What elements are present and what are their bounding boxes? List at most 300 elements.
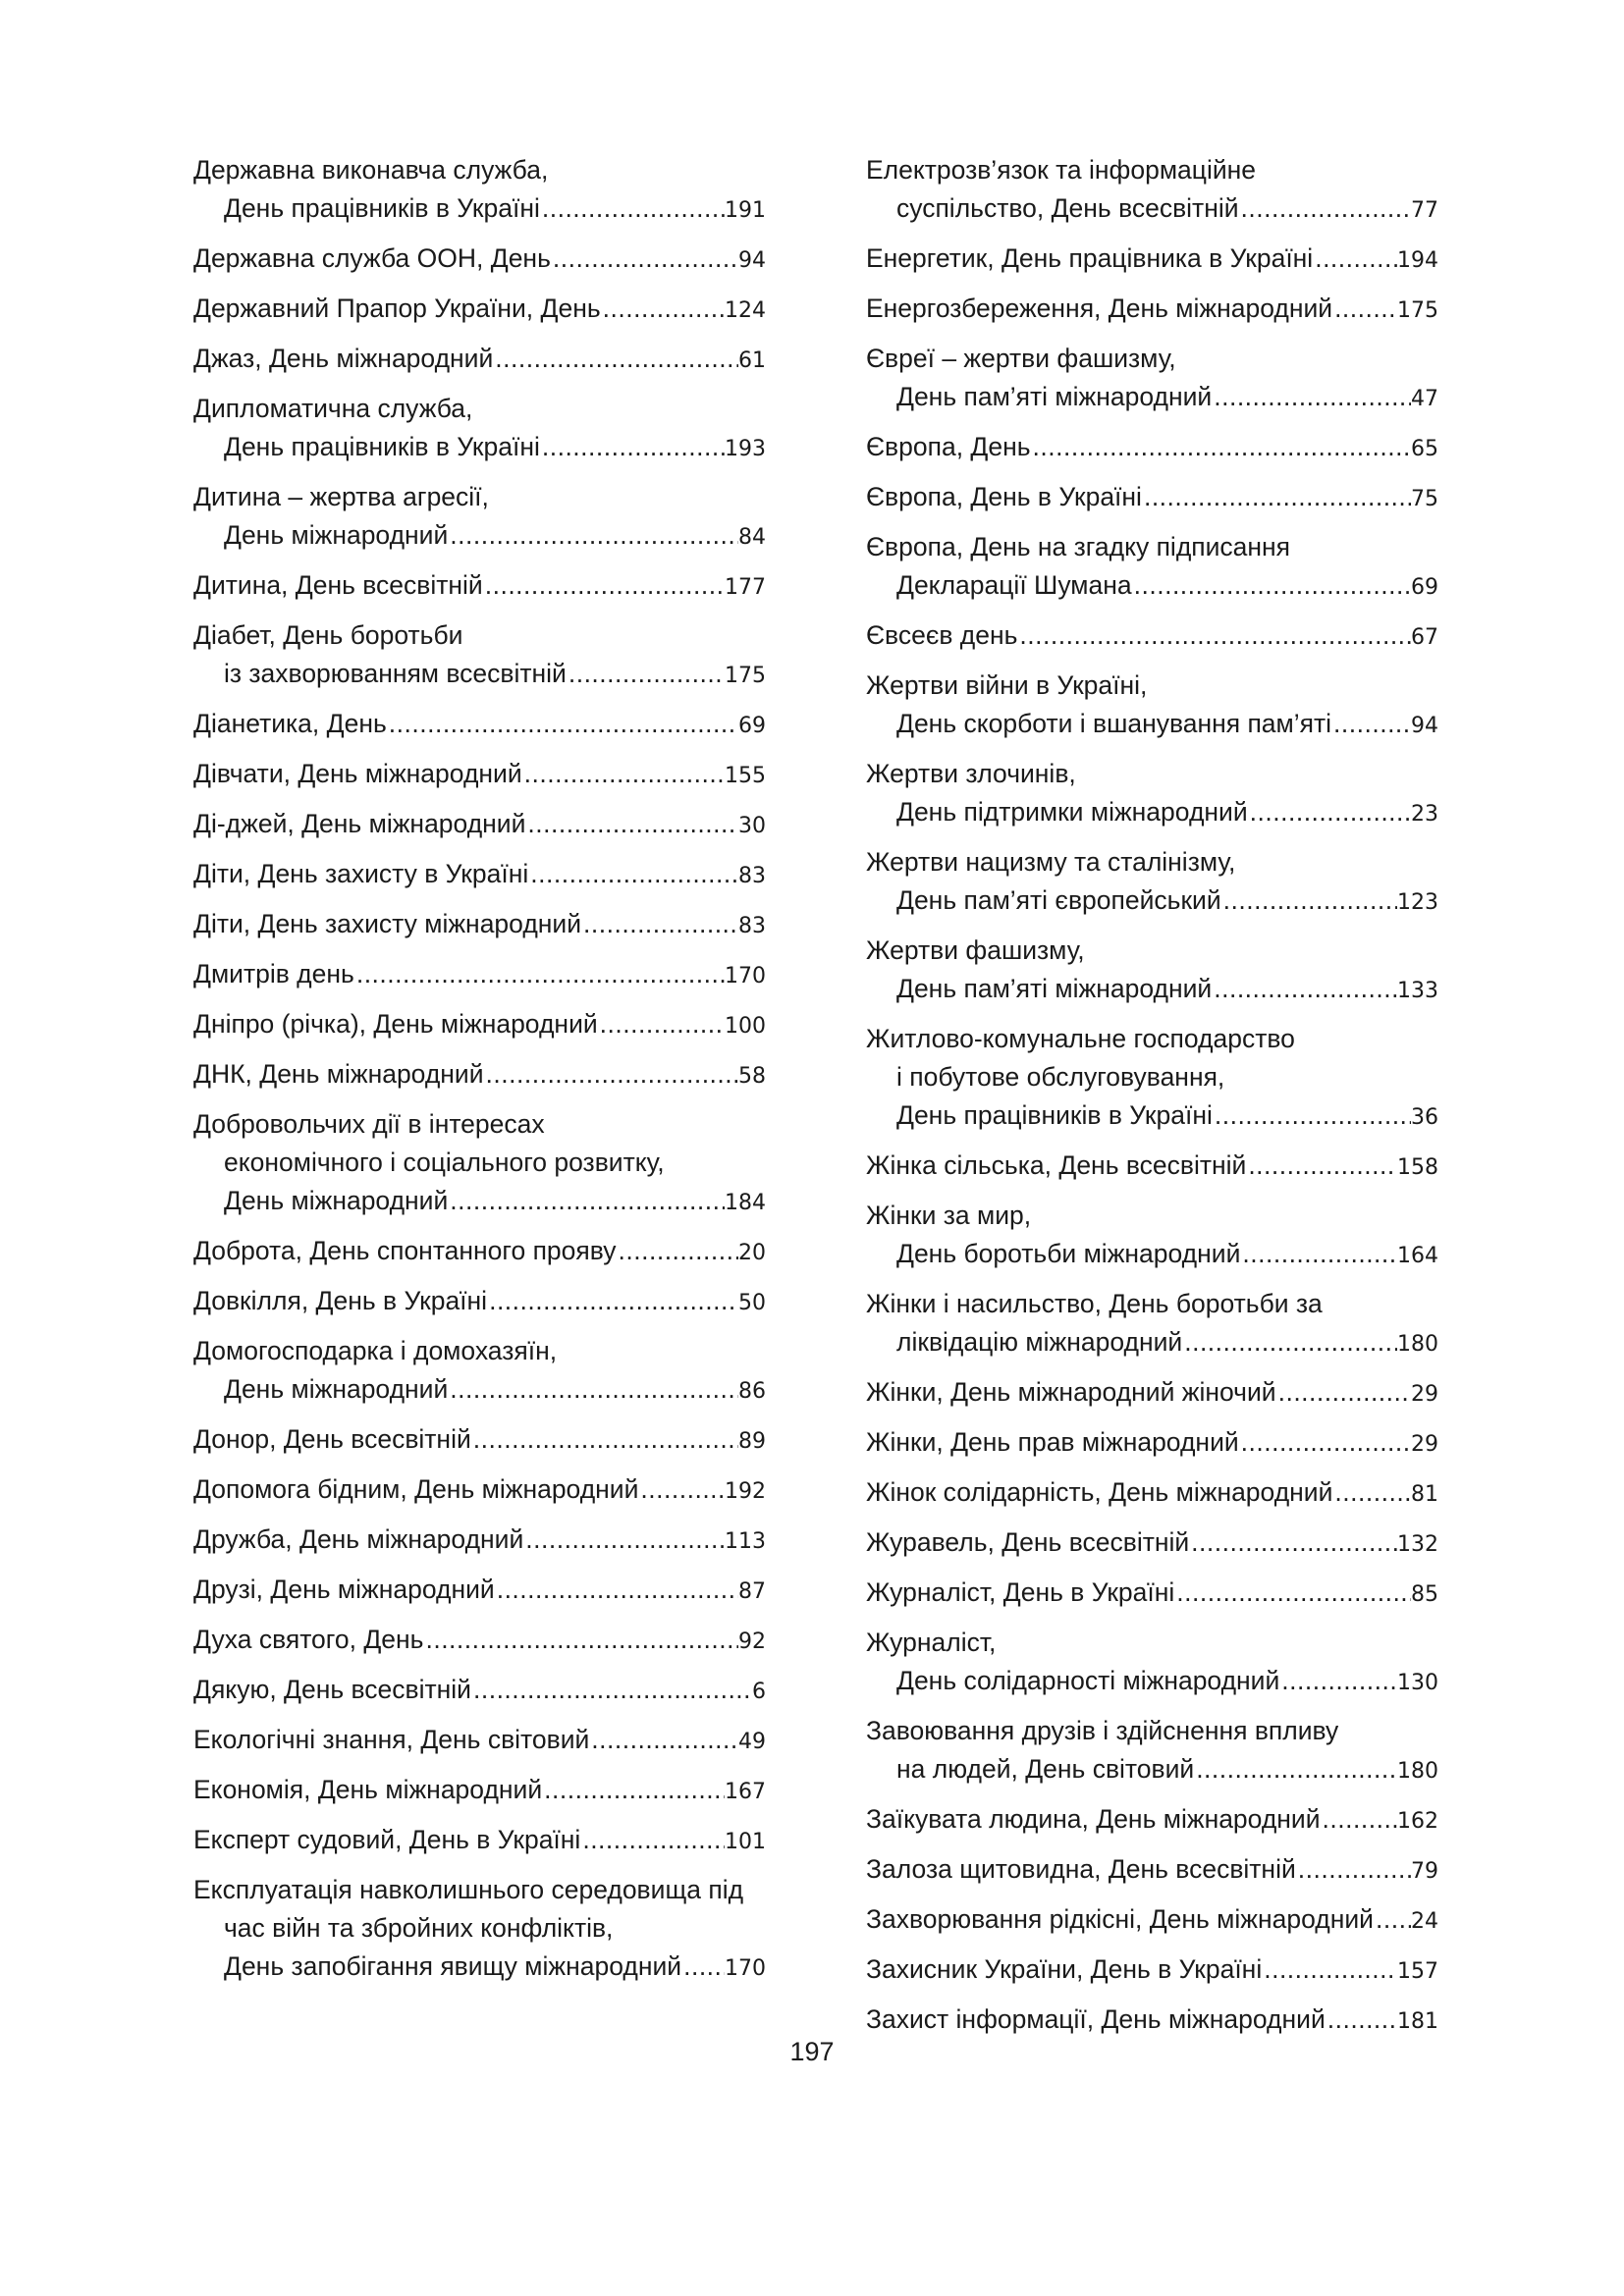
dot-leader (1221, 881, 1397, 920)
index-entry-text: Журналіст, (866, 1628, 997, 1657)
index-entry (193, 1420, 766, 1461)
index-entry (193, 240, 766, 280)
dot-leader (1313, 240, 1397, 278)
index-page-ref: 30 (738, 814, 766, 838)
index-entry-line (193, 390, 766, 428)
page-number: 197 (789, 2037, 835, 2066)
dot-leader (528, 855, 738, 893)
index-page-ref: 49 (738, 1730, 766, 1754)
index-entry (193, 151, 766, 230)
dot-leader (1132, 566, 1411, 605)
index-page-ref: 184 (725, 1191, 766, 1215)
index-entry-text: Експерт судовий, День в Україні (193, 1825, 581, 1854)
index-entry (193, 1571, 766, 1611)
index-entry-text: Дитина – жертва агресії, (193, 482, 489, 511)
index-entry-line (193, 955, 766, 995)
index-entry-text: День підтримки міжнародний (896, 797, 1248, 827)
index-entry-text: Дружба, День міжнародний (193, 1524, 524, 1554)
index-entry-line (193, 1232, 766, 1272)
index-entry-line (193, 340, 766, 380)
index-entry (866, 240, 1438, 280)
index-page-ref: 132 (1397, 1532, 1438, 1557)
dot-leader (1189, 1523, 1397, 1562)
index-entry (866, 290, 1438, 330)
index-page-ref: 177 (725, 575, 766, 600)
dot-leader (1031, 428, 1411, 466)
index-entry-line (866, 1373, 1438, 1414)
index-page-ref: 29 (1411, 1432, 1438, 1457)
index-entry-line (866, 240, 1438, 280)
index-page-ref: 20 (738, 1241, 766, 1265)
index-entry-text: ДНК, День міжнародний (193, 1059, 484, 1089)
dot-leader (1239, 189, 1411, 228)
index-entry-line (866, 1523, 1438, 1564)
index-entry-line (193, 240, 766, 280)
index-page-ref: 87 (738, 1579, 766, 1604)
index-page-ref: 162 (1397, 1809, 1438, 1834)
index-entry-text: День скорботи і вшанування пам’яті (896, 709, 1332, 738)
index-entry (866, 1712, 1438, 1790)
index-page-ref: 123 (1397, 890, 1438, 915)
index-page-ref: 50 (738, 1291, 766, 1315)
index-page-ref: 170 (725, 1956, 766, 1981)
index-entry (866, 340, 1438, 418)
index-page-ref: 58 (738, 1064, 766, 1089)
index-entry-line (193, 1370, 766, 1411)
index-entry-text: Жертви війни в Україні, (866, 670, 1148, 700)
index-entry-text: Дівчати, День міжнародний (193, 759, 522, 788)
index-page-ref: 101 (725, 1830, 766, 1854)
index-entry (866, 667, 1438, 745)
index-entry-text: Екологічні знання, День світовий (193, 1725, 590, 1754)
dot-leader (483, 566, 725, 605)
dot-leader (1331, 705, 1411, 743)
index-entry-line (193, 1948, 766, 1988)
index-entry-line (193, 189, 766, 230)
index-entry (866, 1197, 1438, 1275)
index-entry-line (866, 1950, 1438, 1991)
index-entry-text: Державна виконавча служба, (193, 155, 549, 185)
index-entry-text: Журналіст, День в Україні (866, 1577, 1175, 1607)
index-entry-line (866, 1624, 1438, 1662)
index-entry (193, 1521, 766, 1561)
index-entry-line (866, 881, 1438, 922)
index-page-ref: 100 (725, 1014, 766, 1039)
dot-leader (1296, 1850, 1411, 1889)
index-page-ref: 94 (1411, 714, 1438, 738)
index-page-ref: 83 (738, 914, 766, 938)
index-entry-text: День запобігання явищу міжнародний (224, 1951, 682, 1981)
index-entry-line (866, 970, 1438, 1010)
index-entry-text: Жінки і насильство, День боротьби за (866, 1289, 1323, 1318)
index-entry (193, 1055, 766, 1095)
index-entry-line (193, 1671, 766, 1711)
index-entry-text: Економія, День міжнародний (193, 1775, 543, 1804)
index-entry (866, 1285, 1438, 1363)
index-entry-text: Журавель, День всесвітній (866, 1527, 1190, 1557)
index-page-ref: 85 (1411, 1582, 1438, 1607)
index-entry-line (866, 1900, 1438, 1941)
index-entry-text: Допомога бідним, День міжнародний (193, 1474, 639, 1504)
dot-leader (598, 1005, 725, 1043)
dot-leader (484, 1055, 738, 1094)
index-entry-line (866, 340, 1438, 378)
dot-leader (495, 1571, 738, 1609)
index-entry (866, 1850, 1438, 1891)
index-entry (193, 1871, 766, 1988)
index-entry-text: Довкілля, День в Україні (193, 1286, 488, 1315)
index-entry (193, 478, 766, 557)
index-entry (193, 1721, 766, 1761)
index-entry-text: Захисник України, День в Україні (866, 1954, 1263, 1984)
index-entry-text: День солідарності міжнародний (896, 1666, 1280, 1695)
dot-leader (354, 955, 725, 993)
dot-leader (567, 655, 725, 693)
index-entry-line (193, 755, 766, 795)
index-entry-line (193, 1571, 766, 1611)
index-entry (866, 755, 1438, 833)
dot-leader (542, 1771, 725, 1809)
index-entry-text: Жінок солідарність, День міжнародний (866, 1477, 1333, 1507)
index-entry-line (866, 1662, 1438, 1702)
dot-leader (448, 1182, 725, 1220)
index-entry-text: Європа, День (866, 432, 1031, 461)
index-entry-line (866, 1423, 1438, 1464)
index-page-ref: 192 (725, 1479, 766, 1504)
index-entry-text: Доброта, День спонтанного прояву (193, 1236, 617, 1265)
index-entry-line (193, 855, 766, 895)
dot-leader (1279, 1662, 1397, 1700)
dot-leader (1276, 1373, 1411, 1412)
index-entry-text: Енергозбереження, День міжнародний (866, 294, 1333, 323)
index-entry-line (193, 1282, 766, 1322)
index-entry-line (866, 528, 1438, 566)
index-entry-text: на людей, День світовий (896, 1754, 1195, 1784)
index-page-ref: 180 (1397, 1332, 1438, 1357)
index-entry-line (866, 566, 1438, 607)
index-entry-line (193, 1105, 766, 1144)
dot-leader (387, 705, 738, 743)
index-entry (866, 428, 1438, 468)
index-entry-text: Дніпро (річка), День міжнародний (193, 1009, 598, 1039)
index-entry (866, 1147, 1438, 1187)
dot-leader (471, 1671, 752, 1709)
dot-leader (1239, 1423, 1411, 1462)
index-entry-line (866, 755, 1438, 793)
index-entry (866, 2001, 1438, 2041)
index-page-ref: 79 (1411, 1859, 1438, 1884)
dot-leader (1213, 1096, 1411, 1135)
index-entry-line (866, 1473, 1438, 1514)
index-entry (866, 478, 1438, 518)
index-entry-line (866, 1096, 1438, 1137)
index-page-ref: 158 (1397, 1155, 1438, 1180)
index-entry-line (193, 1909, 766, 1948)
index-entry (193, 1005, 766, 1045)
index-entry-line (193, 151, 766, 189)
dot-leader (580, 1821, 725, 1859)
index-entry (866, 1950, 1438, 1991)
index-entry-line (866, 1285, 1438, 1323)
index-entry-line (866, 1712, 1438, 1750)
index-page-ref: 24 (1411, 1909, 1438, 1934)
index-page-ref: 83 (738, 864, 766, 888)
index-page-ref: 75 (1411, 487, 1438, 511)
dot-leader (1142, 478, 1411, 516)
index-page-ref: 175 (1397, 298, 1438, 323)
index-page-ref: 167 (725, 1780, 766, 1804)
index-entry (193, 616, 766, 695)
index-page-ref: 193 (725, 437, 766, 461)
index-page-ref: 61 (738, 348, 766, 373)
dot-leader (423, 1621, 738, 1659)
index-entry-text: Європа, День на згадку підписання (866, 532, 1291, 561)
index-entry (193, 1671, 766, 1711)
index-entry-line (193, 428, 766, 468)
index-entry-text: День пам’яті міжнародний (896, 974, 1213, 1003)
dot-leader (551, 240, 738, 278)
index-entry-text: суспільство, День всесвітній (896, 193, 1239, 223)
index-entry (193, 805, 766, 845)
index-entry-line (866, 616, 1438, 657)
index-page-ref: 36 (1411, 1105, 1438, 1130)
index-entry-text: економічного і соціального розвитку, (224, 1148, 665, 1177)
index-page-ref: 133 (1397, 979, 1438, 1003)
dot-leader (1332, 290, 1397, 328)
dot-leader (681, 1948, 725, 1986)
dot-leader (1212, 378, 1411, 416)
index-entry-line (193, 1182, 766, 1222)
index-entry-line (193, 566, 766, 607)
index-entry (193, 1821, 766, 1861)
index-entry-text: Заїкувата людина, День міжнародний (866, 1804, 1321, 1834)
index-entry (866, 616, 1438, 657)
index-entry (193, 290, 766, 330)
dot-leader (1174, 1574, 1411, 1612)
index-page-ref: 180 (1397, 1759, 1438, 1784)
index-entry-line (193, 1470, 766, 1511)
index-entry-line (193, 655, 766, 695)
dot-leader (448, 516, 738, 555)
index-page-ref: 77 (1411, 198, 1438, 223)
index-page-ref: 23 (1411, 802, 1438, 827)
index-entry-text: Євсеєв день (866, 620, 1018, 650)
index-entry-line (866, 1323, 1438, 1363)
index-entry (866, 1423, 1438, 1464)
index-entry-line (866, 793, 1438, 833)
dot-leader (1262, 1950, 1397, 1989)
index-entry (866, 1373, 1438, 1414)
index-entry (193, 1470, 766, 1511)
index-entry (866, 1523, 1438, 1564)
dot-leader (1246, 1147, 1397, 1185)
index-entry-text: День працівників в Україні (896, 1100, 1213, 1130)
index-entry-text: Жінки, День міжнародний жіночий (866, 1377, 1276, 1407)
index-entry-line (866, 667, 1438, 705)
index-entry (866, 932, 1438, 1010)
index-entry-line (866, 1020, 1438, 1058)
dot-leader (487, 1282, 738, 1320)
index-entry-text: Джаз, День міжнародний (193, 344, 494, 373)
index-entry-line (866, 1058, 1438, 1096)
dot-leader (540, 428, 725, 466)
dot-leader (493, 340, 738, 378)
index-page-ref: 157 (1397, 1959, 1438, 1984)
dot-leader (471, 1420, 738, 1459)
index-page-ref: 175 (725, 664, 766, 688)
dot-leader (601, 290, 725, 328)
index-entry (193, 705, 766, 745)
index-entry-line (193, 1144, 766, 1182)
index-entry-line (866, 932, 1438, 970)
index-entry-line (193, 1771, 766, 1811)
index-entry-text: Енергетик, День працівника в Україні (866, 243, 1314, 273)
index-entry (193, 1105, 766, 1222)
index-entry-text: Діти, День захисту в Україні (193, 859, 529, 888)
dot-leader (589, 1721, 738, 1759)
index-entry-line (866, 428, 1438, 468)
index-entry-text: Експлуатація навколишнього середовища під (193, 1875, 744, 1904)
index-entry (193, 1232, 766, 1272)
index-entry (193, 1771, 766, 1811)
index-entry-line (193, 1521, 766, 1561)
index-entry-text: День працівників в Україні (224, 432, 540, 461)
index-entry-line (866, 290, 1438, 330)
index-entry-line (193, 905, 766, 945)
index-page-ref: 89 (738, 1429, 766, 1454)
dot-leader (1321, 1800, 1397, 1839)
index-entry-line (866, 1850, 1438, 1891)
index-page-ref: 94 (738, 248, 766, 273)
index-entry-line (193, 1332, 766, 1370)
index-entry-text: Захист інформації, День міжнародний (866, 2004, 1326, 2034)
index-entry-text: Залоза щитовидна, День всесвітній (866, 1854, 1296, 1884)
index-entry-text: Жінки за мир, (866, 1201, 1032, 1230)
dot-leader (1326, 2001, 1397, 2039)
index-entry-text: Євреї – жертви фашизму, (866, 344, 1176, 373)
index-page-ref: 29 (1411, 1382, 1438, 1407)
index-entry-line (866, 189, 1438, 230)
index-entry-line (866, 151, 1438, 189)
dot-leader (1240, 1235, 1397, 1273)
index-entry (193, 566, 766, 607)
index-entry-text: і побутове обслуговування, (896, 1062, 1225, 1092)
dot-leader (1374, 1900, 1411, 1939)
dot-leader (523, 1521, 725, 1559)
dot-leader (525, 805, 738, 843)
index-entry-text: Ді-джей, День міжнародний (193, 809, 526, 838)
index-entry-text: Друзі, День міжнародний (193, 1575, 495, 1604)
index-entry-line (866, 478, 1438, 518)
index-entry-text: Жертви фашизму, (866, 935, 1085, 965)
index-entry (866, 1800, 1438, 1841)
index-entry (193, 905, 766, 945)
dot-leader (540, 189, 725, 228)
index-entry (866, 1020, 1438, 1137)
index-entry-line (193, 1005, 766, 1045)
index-entry-text: День працівників в Україні (224, 193, 540, 223)
index-entry (866, 1574, 1438, 1614)
index-entry-line (193, 290, 766, 330)
index-entry-text: День пам’яті європейський (896, 885, 1221, 915)
index-entry-line (866, 2001, 1438, 2041)
index-entry-text: Добровольчих дії в інтересах (193, 1109, 545, 1139)
index-entry (866, 1473, 1438, 1514)
index-entry-line (193, 705, 766, 745)
index-entry-text: Захворювання рідкісні, День міжнародний (866, 1904, 1374, 1934)
index-page-ref: 130 (1397, 1671, 1438, 1695)
index-entry (866, 843, 1438, 922)
index-entry-line (866, 1235, 1438, 1275)
dot-leader (1332, 1473, 1411, 1512)
index-entry (866, 1624, 1438, 1702)
index-entry (193, 755, 766, 795)
index-entry-text: Житлово-комунальне господарство (866, 1024, 1295, 1053)
index-page-ref: 191 (725, 198, 766, 223)
index-entry-text: День міжнародний (224, 1374, 449, 1404)
index-entry-text: Жертви нацизму та сталінізму, (866, 847, 1236, 877)
index-entry-text: Духа святого, День (193, 1625, 424, 1654)
index-entry-text: Декларації Шумана (896, 570, 1132, 600)
index-entry (866, 528, 1438, 607)
index-entry-text: Домогосподарка і домохазяїн, (193, 1336, 558, 1365)
index-entry-text: Європа, День в Україні (866, 482, 1142, 511)
index-entry (193, 340, 766, 380)
dot-leader (1194, 1750, 1397, 1789)
index-column-right (866, 151, 1438, 2051)
index-page-ref: 155 (725, 764, 766, 788)
index-page-ref: 69 (1411, 575, 1438, 600)
index-page-ref: 47 (1411, 387, 1438, 411)
index-page-ref: 113 (725, 1529, 766, 1554)
index-entry-text: Дипломатична служба, (193, 394, 473, 423)
index-entry-text: Дмитрів день (193, 959, 354, 988)
index-entry (193, 1621, 766, 1661)
index-page-ref: 194 (1397, 248, 1438, 273)
index-entry-text: День пам’яті міжнародний (896, 382, 1213, 411)
index-entry-text: із захворюванням всесвітній (224, 659, 567, 688)
index-entry-line (866, 843, 1438, 881)
index-entry-text: Державний Прапор України, День (193, 294, 601, 323)
index-entry-line (193, 478, 766, 516)
index-entry-text: Дитина, День всесвітній (193, 570, 483, 600)
index-entry-line (866, 705, 1438, 745)
index-entry (193, 1332, 766, 1411)
index-entry-text: Жінки, День прав міжнародний (866, 1427, 1239, 1457)
index-entry-line (193, 616, 766, 655)
index-entry-text: Діабет, День боротьби (193, 620, 463, 650)
dot-leader (1248, 793, 1411, 831)
index-page-ref: 124 (725, 298, 766, 323)
index-entry-text: Завоювання друзів і здійснення впливу (866, 1716, 1339, 1745)
index-entry-line (866, 1147, 1438, 1187)
index-entry-line (193, 1420, 766, 1461)
index-entry-text: Електрозв’язок та інформаційне (866, 155, 1257, 185)
index-entry-text: ліквідацію міжнародний (896, 1327, 1183, 1357)
index-entry-text: Діанетика, День (193, 709, 387, 738)
index-entry-line (866, 1197, 1438, 1235)
index-page-ref: 181 (1397, 2009, 1438, 2034)
index-page-ref: 6 (752, 1680, 766, 1704)
index-entry-text: Державна служба ООН, День (193, 243, 551, 273)
index-entry-text: час війн та збройних конфліктів, (224, 1913, 614, 1943)
index-page-ref: 81 (1411, 1482, 1438, 1507)
index-entry (866, 1900, 1438, 1941)
dot-leader (522, 755, 725, 793)
index-page-ref: 170 (725, 964, 766, 988)
dot-leader (448, 1370, 738, 1409)
index-entry-line (193, 516, 766, 557)
